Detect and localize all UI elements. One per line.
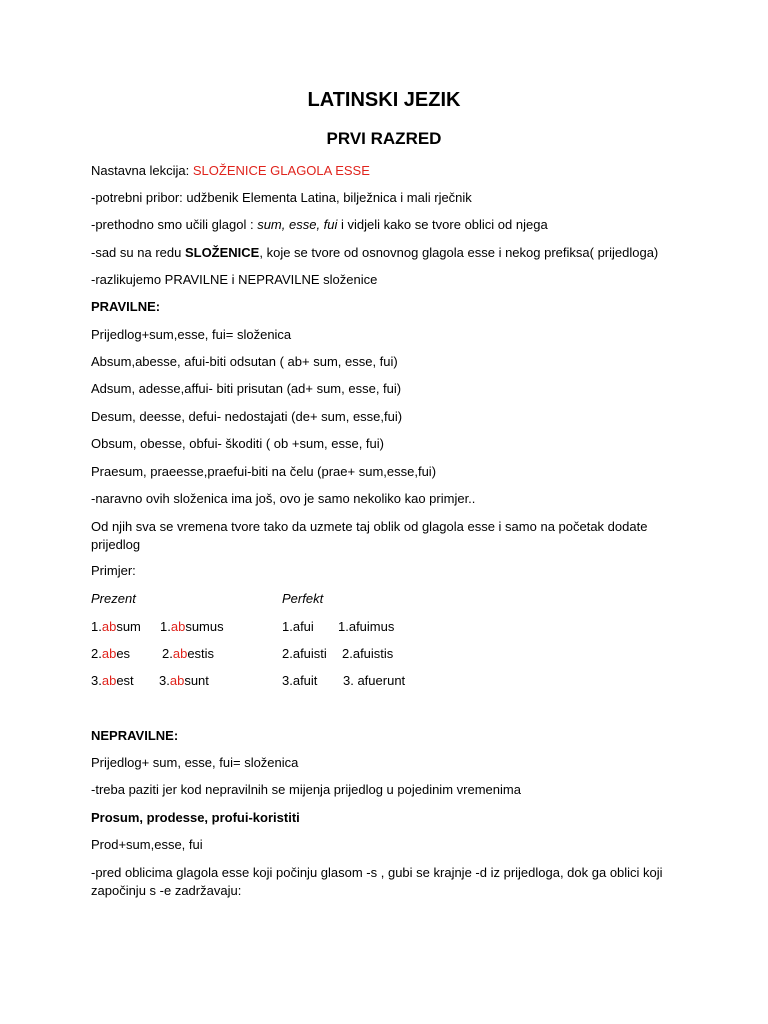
formula-pravilne: Prijedlog+sum,esse, fui= složenica xyxy=(91,327,292,342)
naravno-line: -naravno ovih složenica ima još, ovo je samo nekoliko kao primjer.. xyxy=(91,491,476,506)
formula-nepravilne: Prijedlog+ sum, esse, fui= složenica xyxy=(91,755,299,770)
form-number: 2. xyxy=(91,646,102,661)
prethodno-line xyxy=(91,217,548,233)
adsum-line: Adsum, adesse,affui- biti prisutan (ad+ sum, esse, fui) xyxy=(91,381,402,396)
form-suffix: sum xyxy=(116,619,141,634)
page-subtitle: PRVI RAZRED xyxy=(326,129,442,148)
perfekt-label: Perfekt xyxy=(282,591,324,606)
page-title: LATINSKI JEZIK xyxy=(307,89,461,111)
form-prefix: ab xyxy=(101,673,117,688)
form-suffix: es xyxy=(116,646,131,661)
form-prefix: ab xyxy=(169,673,185,688)
form-number: 1. xyxy=(91,619,102,634)
pravilne-heading: PRAVILNE: xyxy=(91,299,161,314)
nepravilne-heading: NEPRAVILNE: xyxy=(91,728,179,743)
pribor-line: -potrebni pribor: udžbenik Elementa Latina, bilježnica i mali rječnik xyxy=(91,190,472,205)
form-suffix: estis xyxy=(187,646,215,661)
perfekt-form: 3.afuit xyxy=(282,673,318,688)
perfekt-form: 1.afui xyxy=(282,619,314,634)
primjer-label: Primjer: xyxy=(91,563,136,578)
form-number: 3. xyxy=(91,673,102,688)
prezent-form xyxy=(162,646,214,662)
prosum-line: Prosum, prodesse, profui-koristiti xyxy=(91,810,300,825)
form-suffix: est xyxy=(116,673,134,688)
desum-line: Desum, deesse, defui- nedostajati (de+ sum, esse,fui) xyxy=(91,409,403,424)
treba-line: -treba paziti jer kod nepravilnih se mijenja prijedlog u pojedinim vremenima xyxy=(91,782,521,797)
form-prefix: ab xyxy=(101,646,117,661)
sad-line xyxy=(91,245,658,261)
perfekt-form: 3. afuerunt xyxy=(343,673,406,688)
form-number: 3. xyxy=(159,673,170,688)
perfekt-form: 1.afuimus xyxy=(338,619,395,634)
pred-paragraph: -pred oblicima glagola esse koji počinju glasom -s , gubi se krajnje -d iz prijedloga, dok ga oblici koji započinju s -e zadržavaju: xyxy=(91,865,663,898)
form-prefix: ab xyxy=(101,619,117,634)
sad-text-a: -sad su na redu xyxy=(91,245,185,260)
form-prefix: ab xyxy=(172,646,188,661)
form-suffix: sumus xyxy=(185,619,224,634)
prezent-label: Prezent xyxy=(91,591,136,606)
praesum-line: Praesum, praeesse,praefui-biti na čelu (prae+ sum,esse,fui) xyxy=(91,464,437,479)
form-prefix: ab xyxy=(170,619,186,634)
prezent-form xyxy=(91,646,130,662)
lesson-label: Nastavna lekcija: xyxy=(91,163,193,178)
prezent-form xyxy=(91,673,134,689)
prezent-form xyxy=(91,619,141,635)
lesson-line xyxy=(91,163,370,179)
od-njih-paragraph: Od njih sva se vremena tvore tako da uzmete taj oblik od glagola esse i samo na početak dodate prijedlog xyxy=(91,519,648,552)
prethodno-text-b: i vidjeli kako se tvore oblici od njega xyxy=(337,217,548,232)
sad-text-c: , koje se tvore od osnovnog glagola esse i nekog prefiksa( prijedloga) xyxy=(259,245,659,260)
prethodno-italic: sum, esse, fui xyxy=(257,217,338,232)
absum-line: Absum,abesse, afui-biti odsutan ( ab+ sum, esse, fui) xyxy=(91,354,398,369)
sad-bold: SLOŽENICE xyxy=(184,245,260,260)
perfekt-form: 2.afuistis xyxy=(342,646,394,661)
prezent-form xyxy=(159,673,209,689)
form-number: 1. xyxy=(160,619,171,634)
perfekt-form: 2.afuisti xyxy=(282,646,327,661)
lesson-name: SLOŽENICE GLAGOLA ESSE xyxy=(192,163,370,178)
form-suffix: sunt xyxy=(184,673,209,688)
obsum-line: Obsum, obesse, obfui- škoditi ( ob +sum, esse, fui) xyxy=(91,436,384,451)
prezent-form xyxy=(160,619,224,635)
prethodno-text-a: -prethodno smo učili glagol : xyxy=(91,217,258,232)
prod-line: Prod+sum,esse, fui xyxy=(91,837,203,852)
razlikujemo-line: -razlikujemo PRAVILNE i NEPRAVILNE složenice xyxy=(91,272,378,287)
form-number: 2. xyxy=(162,646,173,661)
